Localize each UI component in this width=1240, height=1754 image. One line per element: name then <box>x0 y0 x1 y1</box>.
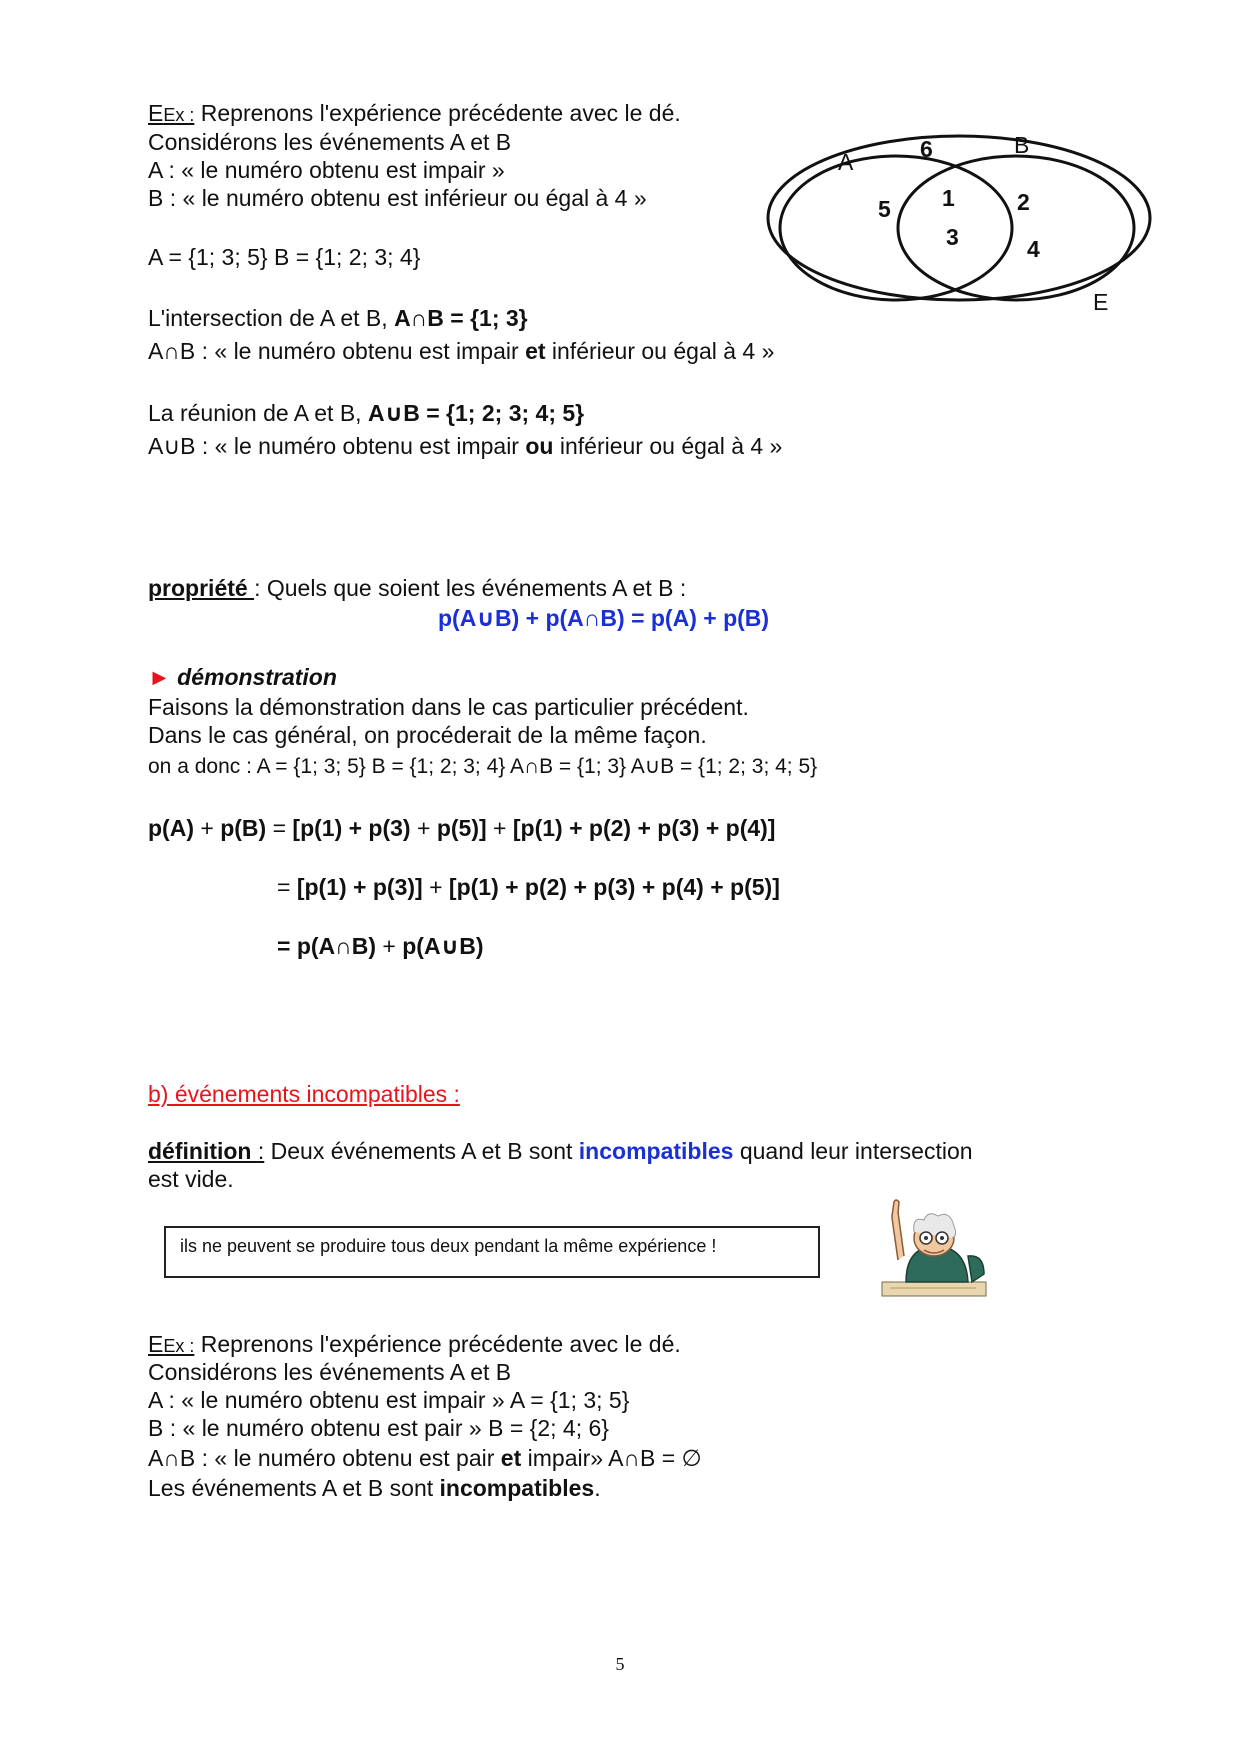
intersection-prefix: L'intersection de A et B, <box>148 305 395 331</box>
union-desc-suffix: inférieur ou égal à 4 » <box>553 433 783 459</box>
example2-line6-suffix: . <box>594 1475 601 1501</box>
eq1-eq: = <box>266 815 293 841</box>
union-prefix: La réunion de A et B, <box>148 400 368 426</box>
equation-line1 <box>148 814 775 842</box>
intersection-desc <box>148 337 774 365</box>
eq2-a: [p(1) + p(3)] <box>296 874 423 900</box>
property-formula: p(A∪B) + p(A∩B) = p(A) + p(B) <box>438 605 770 631</box>
venn-number-6: 6 <box>920 136 933 162</box>
page-number: 5 <box>615 1654 625 1674</box>
example2-line3: A : « le numéro obtenu est impair » A = {1; 3; 5} <box>148 1387 630 1413</box>
demonstration-heading <box>148 663 337 691</box>
demonstration-line1: Faisons la démonstration dans le cas particulier précédent. <box>148 694 749 720</box>
example1-line3: A : « le numéro obtenu est impair » <box>148 157 505 183</box>
eq3-plus: + <box>376 933 403 959</box>
intersection-desc-prefix: A∩B : « le numéro obtenu est impair <box>148 338 526 364</box>
ex-label-text: Ex : <box>163 105 195 125</box>
example2-line1 <box>148 1330 681 1360</box>
definition-sep: : <box>257 1138 265 1164</box>
eq1-a: p(A) <box>148 815 194 841</box>
eq1-plus1: + <box>193 815 221 841</box>
example2-line6-prefix: Les événements A et B sont <box>148 1475 440 1501</box>
intersection-line <box>148 304 528 332</box>
equation-line2 <box>277 873 780 901</box>
set-a-circle <box>780 156 1012 300</box>
example2-line6-bold: incompatibles <box>439 1475 595 1501</box>
venn-number-5: 5 <box>878 196 891 222</box>
professor-illustration <box>876 1196 992 1300</box>
section-b-title: b) événements incompatibles : <box>148 1081 460 1107</box>
eq1-c: [p(1) + p(3) <box>292 815 411 841</box>
example1-line4: B : « le numéro obtenu est inférieur ou égal à 4 » <box>148 185 647 211</box>
example2-line6 <box>148 1474 601 1502</box>
eq3-a: = p(A∩B) <box>277 933 377 959</box>
example2-text1: Reprenons l'expérience précédente avec le dé. <box>200 1331 681 1357</box>
intersection-desc-bold: et <box>525 338 546 364</box>
eq1-b: p(B) <box>220 815 267 841</box>
property-intro: : Quels que soient les événements A et B : <box>254 575 687 601</box>
definition-keyword: incompatibles <box>578 1138 734 1164</box>
property-title: propriété <box>148 575 255 601</box>
intersection-value: A∩B = {1; 3} <box>394 305 528 331</box>
note-text: ils ne peuvent se produire tous deux pendant la même expérience ! <box>180 1236 717 1256</box>
definition-line2: est vide. <box>148 1166 234 1192</box>
union-desc <box>148 432 782 460</box>
example2-line5-bold: et <box>500 1445 522 1471</box>
eq2-plus: + <box>422 874 449 900</box>
ex2-label: EEx : <box>148 1331 195 1357</box>
universe-ellipse <box>768 136 1150 300</box>
definition-title: définition <box>148 1138 258 1164</box>
eq3-b: p(A∪B) <box>402 933 484 959</box>
eq1-plus2: + <box>410 815 437 841</box>
demonstration-title: démonstration <box>177 664 337 690</box>
example1-line1 <box>148 99 681 129</box>
eq2-eq: = <box>277 874 297 900</box>
demonstration-line2: Dans le cas général, on procéderait de la même façon. <box>148 722 707 748</box>
definition-text1: Deux événements A et B sont <box>264 1138 579 1164</box>
venn-number-3: 3 <box>946 224 959 250</box>
note-box <box>164 1226 820 1278</box>
example2-line2: Considérons les événements A et B <box>148 1359 512 1385</box>
set-b-circle <box>898 156 1134 300</box>
definition-text2: quand leur intersection <box>733 1138 973 1164</box>
eq1-d: p(5)] <box>436 815 487 841</box>
union-value: A∪B = {1; 2; 3; 4; 5} <box>367 400 585 426</box>
intersection-desc-suffix: inférieur ou égal à 4 » <box>545 338 775 364</box>
eq2-b: [p(1) + p(2) + p(3) + p(4) + p(5)] <box>448 874 780 900</box>
equation-line3 <box>277 932 484 960</box>
ex2-label-text: Ex : <box>163 1336 195 1356</box>
venn-label-b: B <box>1014 132 1030 158</box>
venn-number-2: 2 <box>1017 189 1030 215</box>
eq1-e: [p(1) + p(2) + p(3) + p(4)] <box>512 815 776 841</box>
venn-number-1: 1 <box>942 185 955 211</box>
union-desc-bold: ou <box>525 433 554 459</box>
definition-line1 <box>148 1137 973 1165</box>
example2-line4: B : « le numéro obtenu est pair » B = {2; 4; 6} <box>148 1415 609 1441</box>
venn-number-4: 4 <box>1027 236 1040 262</box>
example2-line5 <box>148 1444 702 1472</box>
union-desc-prefix: A∪B : « le numéro obtenu est impair <box>148 433 526 459</box>
venn-label-e: E <box>1093 289 1109 315</box>
demonstration-line3: on a donc : A = {1; 3; 5} B = {1; 2; 3; 4} A∩B = {1; 3} A∪B = {1; 2; 3; 4; 5} <box>148 755 818 778</box>
property-line <box>148 574 686 602</box>
eq1-plus3: + <box>486 815 513 841</box>
ex-label: EEx : <box>148 100 195 126</box>
arrow-right-icon: ► <box>148 664 171 690</box>
example1-line2: Considérons les événements A et B <box>148 129 512 155</box>
venn-label-a: A <box>838 149 854 175</box>
example2-line5-prefix: A∩B : « le numéro obtenu est pair <box>148 1445 501 1471</box>
example1-sets: A = {1; 3; 5} B = {1; 2; 3; 4} <box>148 244 421 270</box>
example2-line5-suffix: impair» A∩B = ∅ <box>521 1445 702 1471</box>
example1-text1: Reprenons l'expérience précédente avec le dé. <box>200 100 681 126</box>
union-line <box>148 399 584 427</box>
